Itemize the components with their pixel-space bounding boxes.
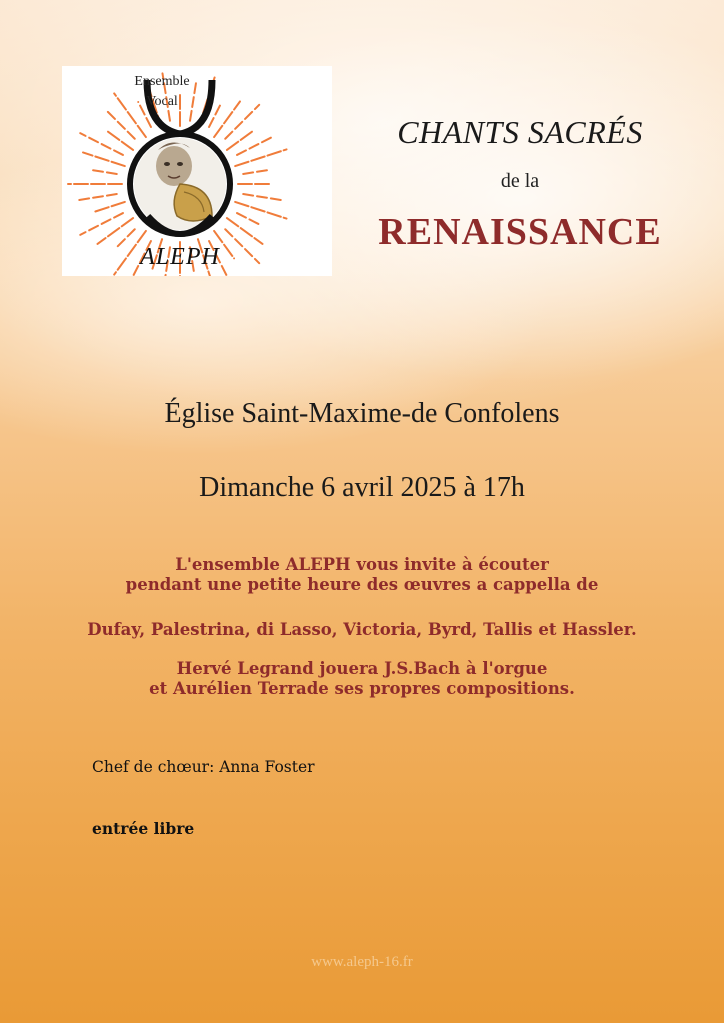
event-date: Dimanche 6 avril 2025 à 17h xyxy=(199,472,525,503)
title-block xyxy=(340,110,700,256)
sun-ray xyxy=(80,133,123,155)
logo-text-vocal: Vocal xyxy=(146,94,178,109)
sun-ray xyxy=(227,218,263,244)
sun-ray xyxy=(243,170,271,174)
sun-ray xyxy=(83,152,125,166)
choir-director: Chef de chœur: Anna Foster xyxy=(92,758,315,776)
organ-paragraph xyxy=(0,659,724,699)
organ-line-1: Hervé Legrand jouera J.S.Bach à l'orgue xyxy=(176,659,548,678)
logo-name: ALEPH xyxy=(140,244,220,270)
event-venue: Église Saint-Maxime-de Confolens xyxy=(164,398,560,429)
website-link[interactable]: www.aleph-16.fr xyxy=(311,954,413,970)
title-renaissance: RENAISSANCE xyxy=(378,211,662,253)
logo-text-ensemble: Ensemble xyxy=(134,74,190,89)
sun-ray xyxy=(79,194,117,200)
title-de-la: de la xyxy=(500,170,540,192)
sun-ray xyxy=(97,218,133,244)
sun-ray xyxy=(237,213,262,226)
intro-line-1: L'ensemble ALEPH vous invite à écouter xyxy=(175,555,549,574)
aleph-logo xyxy=(62,66,332,276)
intro-line-2: pendant une petite heure des œuvres a cappella de xyxy=(125,575,599,594)
cherub-face xyxy=(156,146,192,186)
composers-line: Dufay, Palestrina, di Lasso, Victoria, Byrd, Tallis et Hassler. xyxy=(87,620,637,639)
free-entry: entrée libre xyxy=(92,819,195,838)
intro-paragraph xyxy=(0,555,724,595)
title-chants-sacres: CHANTS SACRÉS xyxy=(397,114,643,150)
sun-ray xyxy=(243,194,281,200)
sun-ray xyxy=(80,213,123,235)
sun-ray xyxy=(93,202,125,213)
organ-line-2: et Aurélien Terrade ses propres compositions. xyxy=(149,679,575,698)
sun-ray xyxy=(237,138,271,155)
sun-ray xyxy=(89,170,117,174)
